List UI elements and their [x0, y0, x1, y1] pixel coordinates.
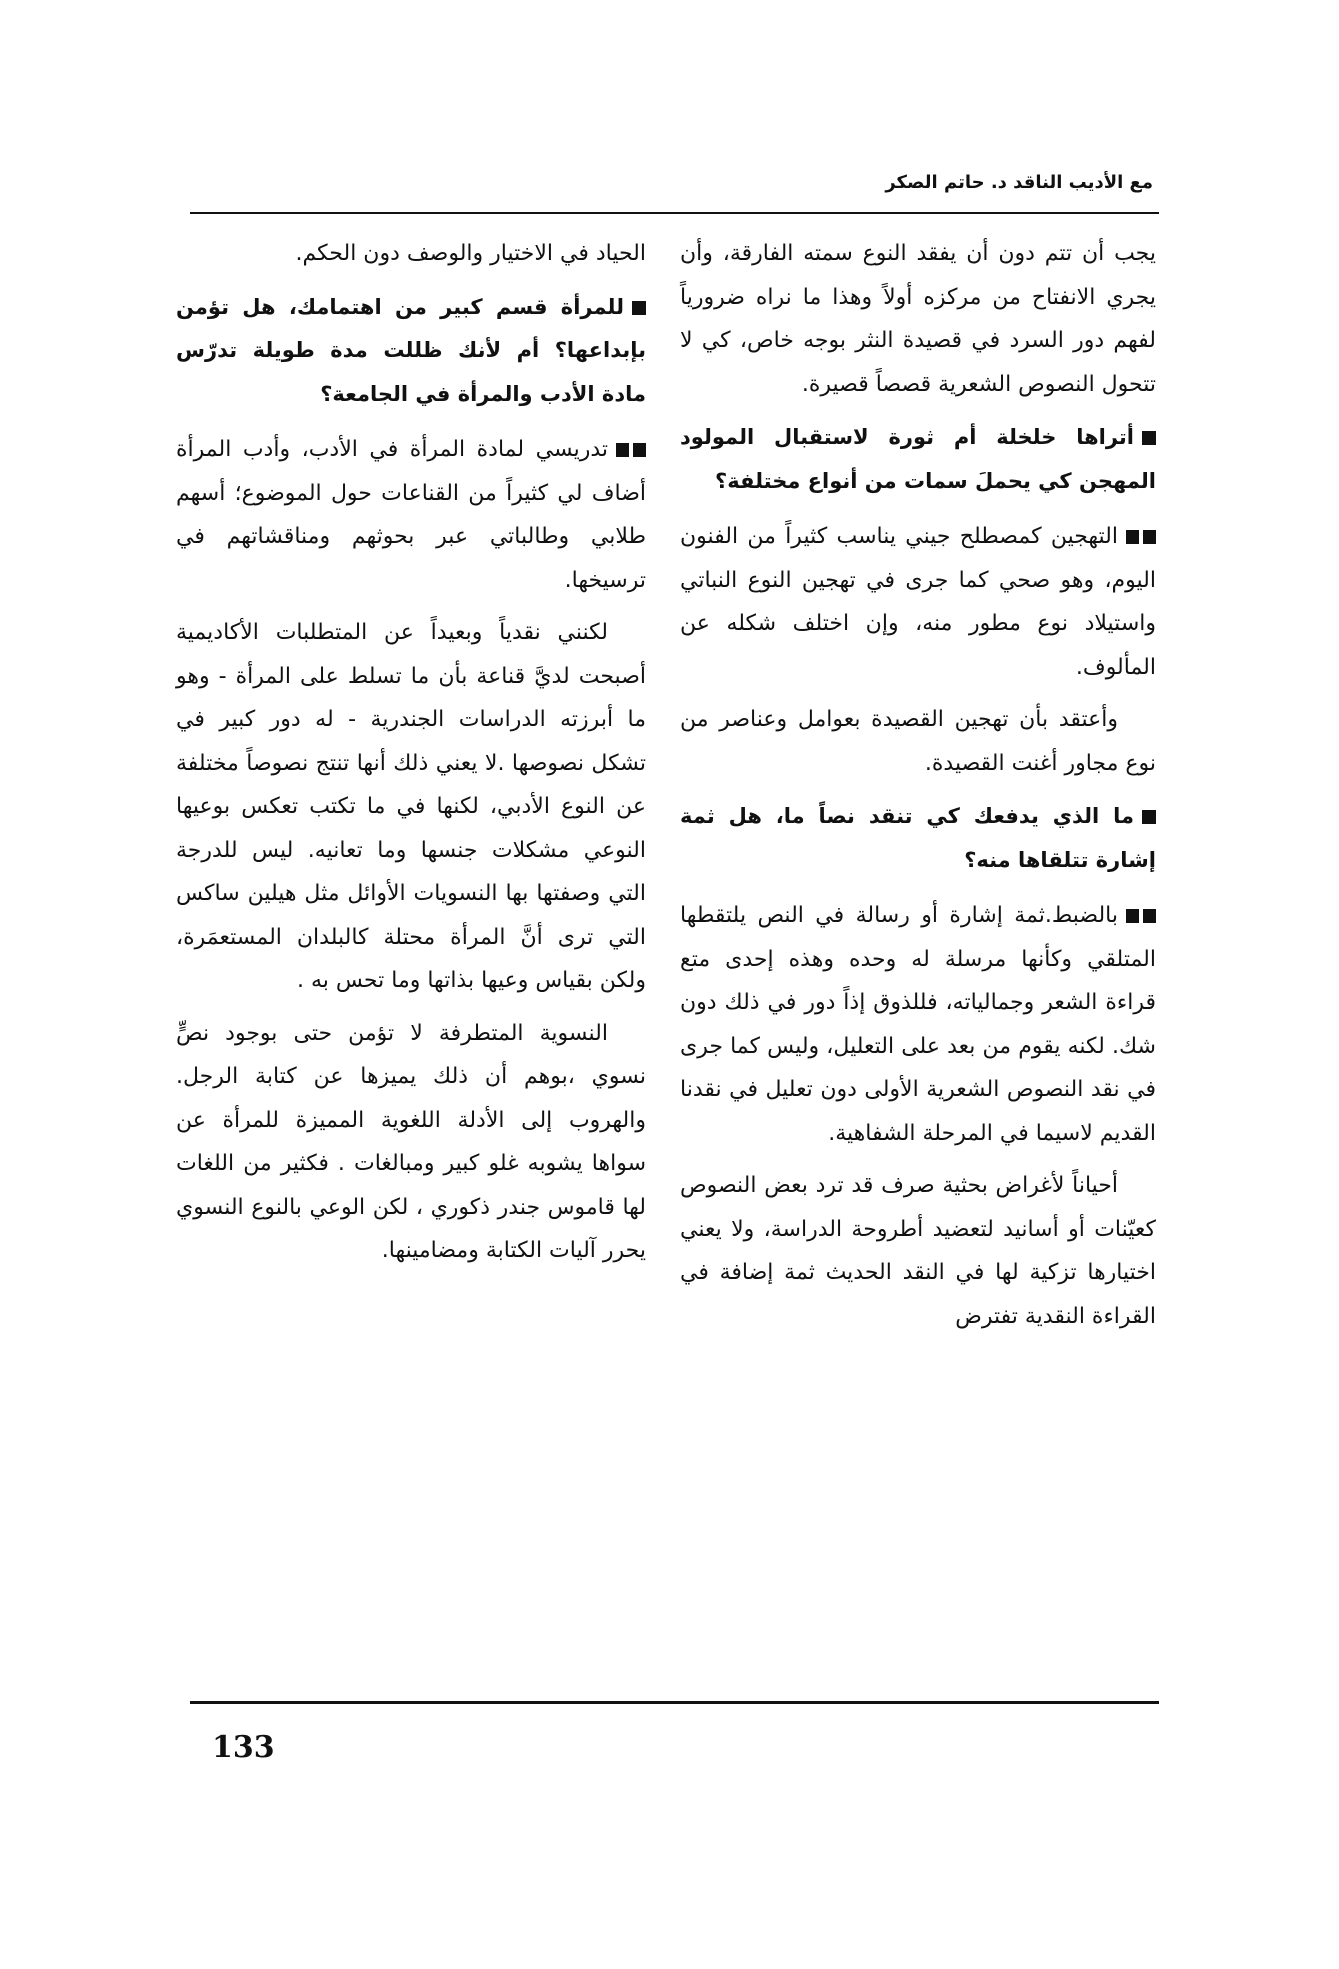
square-bullet-icon	[632, 301, 646, 315]
answer: تدريسي لمادة المرأة في الأدب، وأدب المرأة أضاف لي كثيراً من القناعات حول الموضوع؛ أسهم طلابي وطالباتي عبر بحوثهم ومناقشاتهم في ترسيخها.	[176, 437, 646, 593]
paragraph: أحياناً لأغراض بحثية صرف قد ترد بعض النصوص كعيّنات أو أسانيد لتعضيد أطروحة الدراسة، ولا يعني اختيارها تزكية لها في النقد الحديث ثمة إضافة في القراءة النقدية تفترض	[680, 1173, 1156, 1329]
paragraph: الحياد في الاختيار والوصف دون الحكم.	[295, 241, 646, 266]
paragraph: لكنني نقدياً وبعيداً عن المتطلبات الأكاديمية أصبحت لديَّ قناعة بأن ما تسلط على المرأة - وهو ما أبرزته الدراسات الجندرية - له دور كبير في تشكل نصوصها .لا يعني ذلك أنها تنتج نصوصاً مختلفة عن النوع الأدبي، لكنها في ما تكتب تعكس بوعيها النوعي مشكلات جنسها وما تعانيه. ليس للدرجة التي وصفتها بها النسويات الأوائل مثل هيلين ساكس التي ترى أنَّ المرأة محتلة كالبلدان المستعمَرة، ولكن بقياس وعيها بذاتها وما تحس به .	[176, 620, 646, 993]
paragraph: يجب أن تتم دون أن يفقد النوع سمته الفارقة، وأن يجري الانفتاح من مركزه أولاً وهذا ما نراه ضرورياً لفهم دور السرد في قصيدة النثر بوجه خاص، كي لا تتحول النصوص الشعرية قصصاً قصيرة.	[680, 241, 1156, 397]
double-square-bullet-icon	[1126, 530, 1156, 544]
question: للمرأة قسم كبير من اهتمامك، هل تؤمن بإبداعها؟ أم لأنك ظللت مدة طويلة تدرّس مادة الأدب والمرأة في الجامعة؟	[176, 294, 646, 406]
question: أتراها خلخلة أم ثورة لاستقبال المولود المهجن كي يحملَ سمات من أنواع مختلفة؟	[680, 425, 1156, 493]
answer: بالضبط.ثمة إشارة أو رسالة في النص يلتقطها المتلقي وكأنها مرسلة له وحده وهذه إحدى متع قراءة الشعر وجمالياته، فللذوق إذاً دور في ذلك دون شك. لكنه يقوم من بعد على التعليل، وليس كما جرى في نقد النصوص الشعرية الأولى دون تعليل في نقدنا القديم لاسيما في المرحلة الشفاهية.	[680, 903, 1156, 1146]
footer-rule	[190, 1701, 1159, 1704]
left-column	[176, 232, 646, 1273]
right-column	[680, 232, 1156, 1338]
paragraph: النسوية المتطرفة لا تؤمن حتى بوجود نصٍّ نسوي ،بوهم أن ذلك يميزها عن كتابة الرجل. والهروب إلى الأدلة اللغوية المميزة للمرأة عن سواها يشوبه غلو كبير ومبالغات . فكثير من اللغات لها قاموس جندر ذكوري ، لكن الوعي بالنوع النسوي يحرر آليات الكتابة ومضامينها.	[176, 1020, 646, 1263]
paragraph: وأعتقد بأن تهجين القصيدة بعوامل وعناصر من نوع مجاور أغنت القصيدة.	[680, 707, 1156, 776]
header-rule	[190, 212, 1159, 214]
double-square-bullet-icon	[616, 443, 646, 457]
page-number: 133	[212, 1730, 275, 1765]
square-bullet-icon	[1142, 810, 1156, 824]
square-bullet-icon	[1142, 431, 1156, 445]
running-header: مع الأديب الناقد د. حاتم الصكر	[885, 172, 1153, 193]
answer: التهجين كمصطلح جيني يناسب كثيراً من الفنون اليوم، وهو صحي كما جرى في تهجين النوع النباتي واستيلاد نوع مطور منه، وإن اختلف شكله عن المألوف.	[680, 524, 1156, 680]
question: ما الذي يدفعك كي تنقد نصاً ما، هل ثمة إشارة تتلقاها منه؟	[680, 804, 1156, 872]
double-square-bullet-icon	[1126, 909, 1156, 923]
